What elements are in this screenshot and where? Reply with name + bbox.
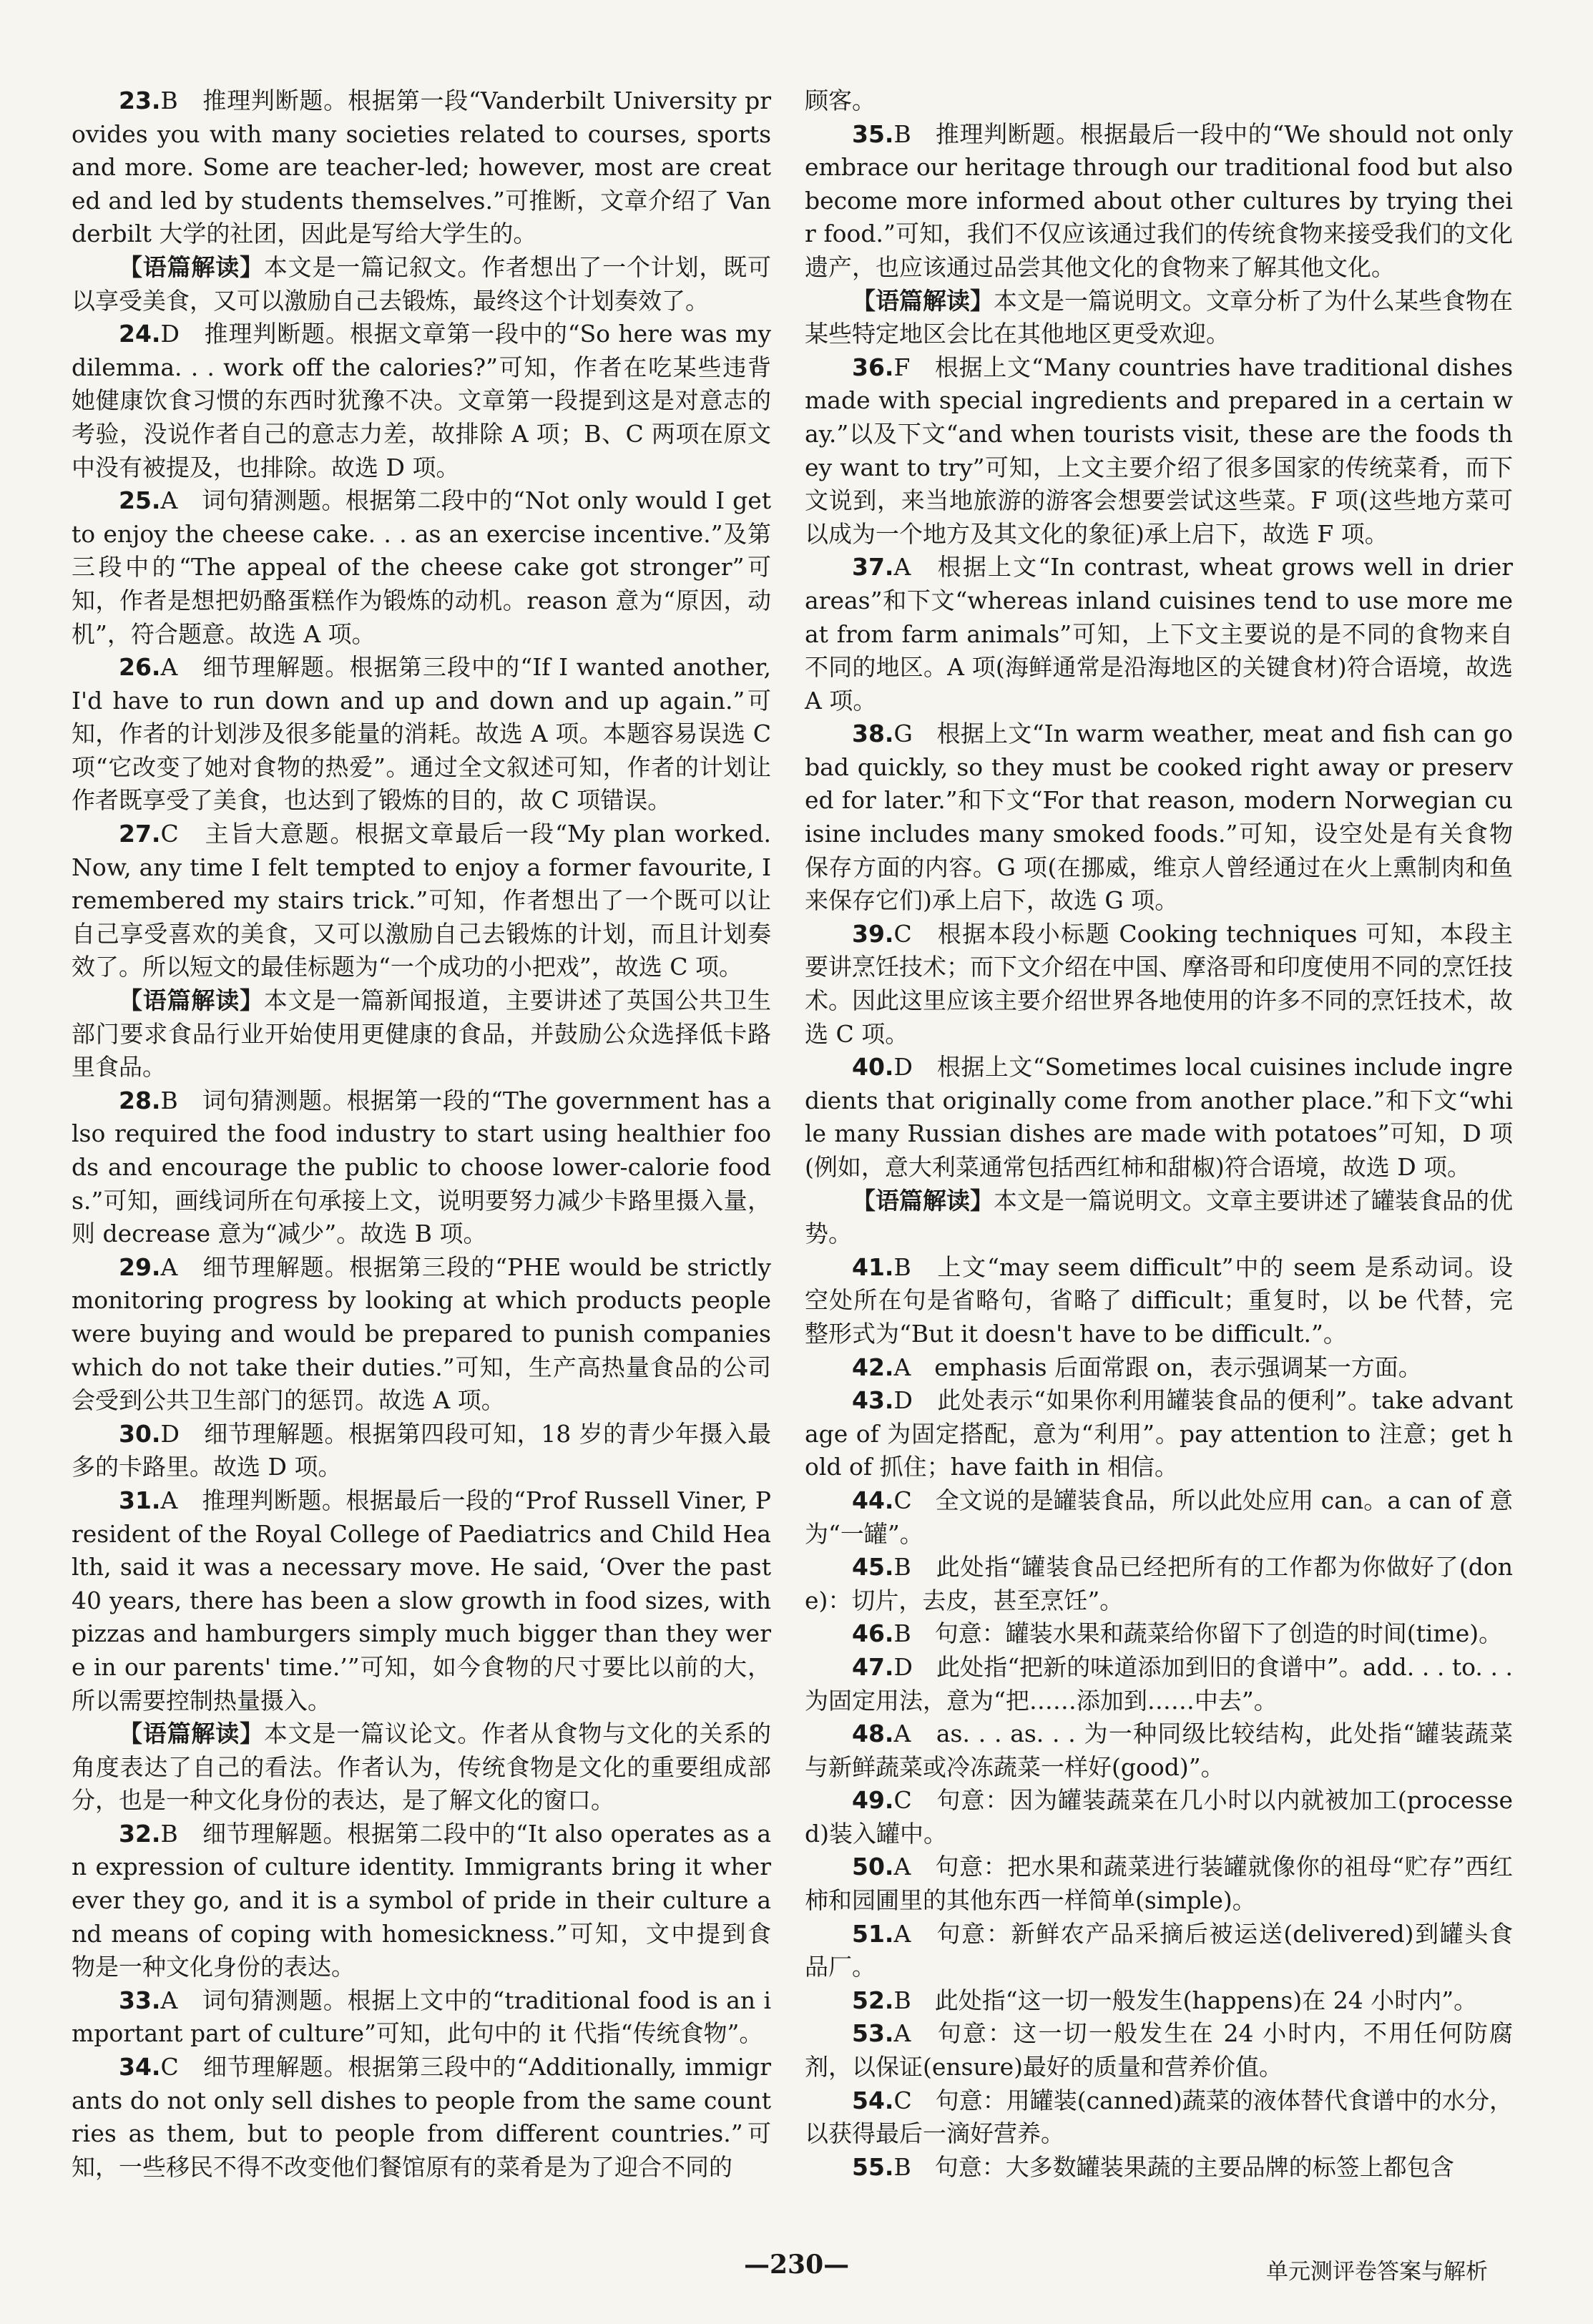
section-tag: 【语篇解读】 xyxy=(119,986,264,1015)
question-number: 33. xyxy=(119,1986,161,2014)
right-column xyxy=(805,84,1513,2184)
explanation-text: B 推理判断题。根据最后一段中的“We should not only embrace our heritage through our traditional food but also become more informed about other cultures by trying their food.”可知，我们不仅应该通过我们的传统食物来接受我们的文化遗产，也应该通过品尝其他文化的食物来了解其他文化。 xyxy=(805,119,1513,281)
explanation-text: B 上文“may seem difficult”中的 seem 是系动词。设空处所在句是省略句，省略了 difficult；重复时，以 be 代替，完整形式为“But it doesn't have to be difficult.”。 xyxy=(805,1252,1513,1348)
answer-item xyxy=(72,651,771,818)
answer-item xyxy=(805,1918,1513,1984)
question-number: 55. xyxy=(852,2152,894,2181)
passage-analysis xyxy=(805,285,1513,351)
question-number: 36. xyxy=(852,353,894,381)
explanation-text: B 句意：罐装水果和蔬菜给你留下了创造的时间(time)。 xyxy=(893,1619,1503,1648)
question-number: 50. xyxy=(852,1853,894,1881)
answer-item xyxy=(805,1051,1513,1184)
explanation-text: C 句意：因为罐装蔬菜在几小时以内就被加工(processed)装入罐中。 xyxy=(805,1786,1513,1848)
explanation-text: A 句意：新鲜农产品采摘后被运送(delivered)到罐头食品厂。 xyxy=(805,1919,1513,1981)
question-number: 24. xyxy=(119,320,161,348)
explanation-text: A 细节理解题。根据第三段中的“If I wanted another, I'd have to run down and up and down and up again.”可知，作者的计划涉及很多能量的消耗。故选 A 项。本题容易误选 C 项“它改变了她对食物的热爱”。通过全文叙述可知，作者的计划让作者既享受了美食，也达到了锻炼的目的，故 C 项错误。 xyxy=(72,653,771,815)
answer-item xyxy=(805,84,1513,118)
answer-item xyxy=(805,1484,1513,1551)
answer-item xyxy=(72,1984,771,2051)
explanation-text: B 推理判断题。根据第一段“Vanderbilt University provides you with many societies related to courses, sports and more. Some are teacher-led; however, most are created and led by students themselves.”可推断，文章介绍了 Vanderbilt 大学的社团，因此是写给大学生的。 xyxy=(72,87,771,248)
question-number: 54. xyxy=(852,2086,894,2114)
answer-item xyxy=(72,2051,771,2184)
answer-item xyxy=(805,1850,1513,1917)
page-number: —230— xyxy=(744,2250,850,2280)
answer-item xyxy=(805,351,1513,551)
question-number: 43. xyxy=(852,1386,894,1415)
question-number: 53. xyxy=(852,2019,894,2048)
answer-item xyxy=(72,1251,771,1418)
explanation-text: D 此处表示“如果你利用罐装食品的便利”。take advantage of 为固定搭配，意为“利用”。pay attention to 注意；get hold of 抓住；have faith in 相信。 xyxy=(805,1386,1513,1481)
explanation-text: G 根据上文“In warm weather, meat and fish can go bad quickly, so they must be cooked right away or preserved for later.”和下文“For that reason, modern Norwegian cuisine includes many smoked foods.”可知，设空处是有关食物保存方面的内容。G 项(在挪威，维京人曾经通过在火上熏制肉和鱼来保存它们)承上启下，故选 G 项。 xyxy=(805,720,1513,915)
explanation-text: D 根据上文“Sometimes local cuisines include ingredients that originally come from another place.”和下文“while many Russian dishes are made with potatoes”可知，D 项(例如，意大利菜通常包括西红柿和甜椒)符合语境，故选 D 项。 xyxy=(805,1053,1513,1181)
explanation-text: A 根据上文“In contrast, wheat grows well in drier areas”和下文“whereas inland cuisines tend to use more meat from farm animals”可知，上下文主要说的是不同的食物来自不同的地区。A 项(海鲜通常是沿海地区的关键食材)符合语境，故选 A 项。 xyxy=(805,553,1513,715)
answer-item xyxy=(72,1484,771,1717)
passage-analysis xyxy=(72,251,771,318)
question-number: 46. xyxy=(852,1619,894,1648)
explanation-text: B 词句猜测题。根据第一段的“The government has also required the food industry to start using healthier foods and encourage the public to choose lower-calorie foods.”可知，画线词所在句承接上文，说明要努力减少卡路里摄入量，则 decrease 意为“减少”。故选 B 项。 xyxy=(72,1086,771,1248)
answer-item xyxy=(72,1084,771,1251)
explanation-text: C 根据本段小标题 Cooking techniques 可知，本段主要讲烹饪技术；而下文介绍在中国、摩洛哥和印度使用不同的烹饪技术。因此这里应该主要介绍世界各地使用的许多不同的烹饪技术，故选 C 项。 xyxy=(805,919,1513,1048)
passage-analysis xyxy=(805,1185,1513,1251)
question-number: 39. xyxy=(852,919,894,948)
question-number: 52. xyxy=(852,1986,894,2014)
answer-item xyxy=(805,717,1513,918)
answer-item xyxy=(805,118,1513,285)
answer-item xyxy=(805,1251,1513,1351)
question-number: 35. xyxy=(852,119,894,148)
question-number: 37. xyxy=(852,553,894,582)
explanation-text: B 此处指“罐装食品已经把所有的工作都为你做好了(done)：切片，去皮，甚至烹饪”。 xyxy=(805,1553,1513,1614)
explanation-text: D 推理判断题。根据文章第一段中的“So here was my dilemma. . . work off the calories?”可知，作者在吃某些违背她健康饮食习惯的东西时犹豫不决。文章第一段提到这是对意志的考验，没说作者自己的意志力差，故排除 A 项；B、C 两项在原文中没有被提及，也排除。故选 D 项。 xyxy=(72,320,771,481)
question-number: 27. xyxy=(119,820,161,848)
explanation-text: B 句意：大多数罐装果蔬的主要品牌的标签上都包含 xyxy=(893,2152,1454,2181)
question-number: 42. xyxy=(852,1353,894,1381)
answer-item xyxy=(72,318,771,484)
question-number: 38. xyxy=(852,720,894,748)
passage-analysis xyxy=(72,984,771,1084)
explanation-text: B 细节理解题。根据第二段中的“It also operates as an expression of culture identity. Immigrants bring it wherever they go, and it is a symbol of pride in their culture and means of coping with homesickness.”可知，文中提到食物是一种文化身份的表达。 xyxy=(72,1819,771,1981)
explanation-text: D 细节理解题。根据第四段可知，18 岁的青少年摄入最多的卡路里。故选 D 项。 xyxy=(72,1419,771,1481)
question-number: 23. xyxy=(119,87,161,114)
explanation-text: 顾客。 xyxy=(805,87,876,114)
question-number: 45. xyxy=(852,1553,894,1582)
section-tag: 【语篇解读】 xyxy=(852,286,994,315)
explanation-text: C 句意：用罐装(canned)蔬菜的液体替代食谱中的水分，以获得最后一滴好营养。 xyxy=(805,2086,1513,2148)
explanation-text: C 主旨大意题。根据文章最后一段“My plan worked. Now, any time I felt tempted to enjoy a former favourite, I remembered my stairs trick.”可知，作者想出了一个既可以让自己享受喜欢的美食，又可以激励自己去锻炼的计划，而且计划奏效了。所以短文的最佳标题为“一个成功的小把戏”，故选 C 项。 xyxy=(72,820,771,981)
question-number: 47. xyxy=(852,1652,894,1681)
explanation-text: A emphasis 后面常跟 on，表示强调某一方面。 xyxy=(893,1353,1422,1381)
explanation-text: 本文是一篇议论文。作者从食物与文化的关系的角度表达了自己的看法。作者认为，传统食物是文化的重要组成部分，也是一种文化身份的表达，是了解文化的窗口。 xyxy=(72,1720,772,1815)
explanation-text: A 句意：把水果和蔬菜进行装罐就像你的祖母“贮存”西红柿和园圃里的其他东西一样简单(simple)。 xyxy=(805,1853,1513,1915)
explanation-text: A as. . . as. . . 为一种同级比较结构，此处指“罐装蔬菜与新鲜蔬菜或冷冻蔬菜一样好(good)”。 xyxy=(805,1720,1513,1781)
section-tag: 【语篇解读】 xyxy=(852,1186,994,1215)
answer-item xyxy=(72,484,771,651)
explanation-text: B 此处指“这一切一般发生(happens)在 24 小时内”。 xyxy=(893,1986,1478,2014)
question-number: 31. xyxy=(119,1486,161,1514)
answer-item xyxy=(805,1651,1513,1717)
question-number: 26. xyxy=(119,653,161,682)
question-number: 25. xyxy=(119,486,161,515)
explanation-text: 本文是一篇记叙文。作者想出了一个计划，既可以享受美食，又可以激励自己去锻炼，最终这个计划奏效了。 xyxy=(72,252,772,315)
question-number: 29. xyxy=(119,1252,161,1281)
question-number: 28. xyxy=(119,1086,161,1114)
question-number: 34. xyxy=(119,2053,161,2082)
explanation-text: 本文是一篇说明文。文章主要讲述了罐装食品的优势。 xyxy=(805,1186,1513,1248)
answer-item xyxy=(805,1984,1513,2018)
answer-item xyxy=(805,1617,1513,1651)
answer-item xyxy=(805,1551,1513,1617)
explanation-text: 本文是一篇新闻报道，主要讲述了英国公共卫生部门要求食品行业开始使用更健康的食品，并鼓励公众选择低卡路里食品。 xyxy=(72,986,772,1082)
answer-item xyxy=(72,1818,771,1984)
question-number: 48. xyxy=(852,1720,894,1748)
explanation-text: F 根据上文“Many countries have traditional dishes made with special ingredients and prepared in a certain way.”以及下文“and when tourists visit, these are the foods they want to try”可知，上文主要介绍了很多国家的传统菜肴，而下文说到，来当地旅游的游客会想要尝试这些菜。F 项(这些地方菜可以成为一个地方及其文化的象征)承上启下，故选 F 项。 xyxy=(805,353,1513,548)
explanation-text: A 词句猜测题。根据第二段中的“Not only would I get to enjoy the cheese cake. . . as an exercise incentive.”及第三段中的“The appeal of the cheese cake got stronger”可知，作者是想把奶酪蛋糕作为锻炼的动机。reason 意为“原因，动机”，符合题意。故选 A 项。 xyxy=(72,486,771,648)
question-number: 40. xyxy=(852,1053,894,1082)
question-number: 44. xyxy=(852,1486,894,1514)
explanation-text: C 全文说的是罐装食品，所以此处应用 can。a can of 意为“一罐”。 xyxy=(805,1486,1513,1548)
passage-analysis xyxy=(72,1717,771,1818)
explanation-text: D 此处指“把新的味道添加到旧的食谱中”。add. . . to. . . 为固定用法，意为“把……添加到……中去”。 xyxy=(805,1652,1513,1715)
explanation-text: A 词句猜测题。根据上文中的“traditional food is an important part of culture”可知，此句中的 it 代指“传统食物”。 xyxy=(72,1986,771,2048)
answer-item xyxy=(805,2017,1513,2084)
explanation-text: C 细节理解题。根据第三段中的“Additionally, immigrants do not only sell dishes to people from the same countries as them, but to people from different countries.”可知，一些移民不得不改变他们餐馆原有的菜肴是为了迎合不同的 xyxy=(72,2053,771,2181)
answer-item xyxy=(805,1384,1513,1484)
answer-item xyxy=(805,918,1513,1051)
answer-item xyxy=(805,1717,1513,1784)
explanation-text: A 句意：这一切一般发生在 24 小时内，不用任何防腐剂，以保证(ensure)最好的质量和营养价值。 xyxy=(805,2019,1513,2082)
answer-item xyxy=(805,1351,1513,1385)
section-tag: 【语篇解读】 xyxy=(119,252,264,281)
answer-item xyxy=(72,818,771,984)
explanation-text: A 细节理解题。根据第三段的“PHE would be strictly monitoring progress by looking at which products people were buying and would be prepared to punish companies which do not take their duties.”可知，生产高热量食品的公司会受到公共卫生部门的惩罚。故选 A 项。 xyxy=(72,1252,771,1415)
question-number: 49. xyxy=(852,1786,894,1815)
question-number: 30. xyxy=(119,1419,161,1448)
answer-item xyxy=(805,1784,1513,1850)
answer-item xyxy=(72,1418,771,1484)
section-tag: 【语篇解读】 xyxy=(119,1720,264,1748)
question-number: 51. xyxy=(852,1919,894,1948)
question-number: 41. xyxy=(852,1252,894,1281)
left-column xyxy=(72,84,771,2184)
answer-item xyxy=(805,551,1513,717)
explanation-text: 本文是一篇说明文。文章分析了为什么某些食物在某些特定地区会比在其他地区更受欢迎。 xyxy=(805,286,1513,348)
question-number: 32. xyxy=(119,1819,161,1848)
answer-item xyxy=(805,2084,1513,2151)
explanation-text: A 推理判断题。根据最后一段的“Prof Russell Viner, President of the Royal College of Paediatrics and Child Health, said it was a necessary move. He said, ‘Over the past 40 years, there has been a slow growth in food sizes, with pizzas and hamburgers simply much bigger than they were in our parents' time.’”可知，如今食物的尺寸要比以前的大，所以需要控制热量摄入。 xyxy=(72,1486,771,1715)
answer-item xyxy=(72,84,771,251)
answer-item xyxy=(805,2151,1513,2185)
book-section-title: 单元测评卷答案与解析 xyxy=(1266,2259,1488,2285)
